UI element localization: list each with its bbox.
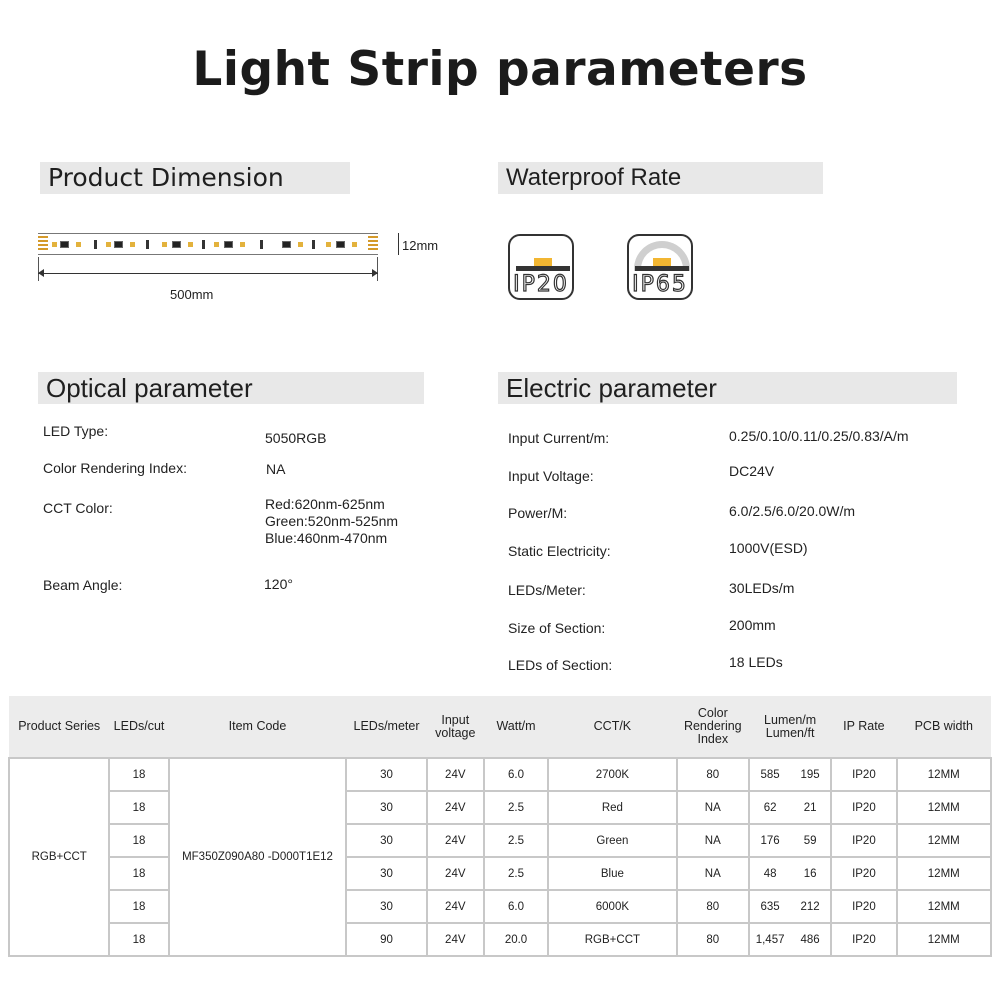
cell-watt: 20.0 [484, 923, 548, 956]
cell-cct: 2700K [548, 758, 677, 791]
lumen-per-meter: 62 [763, 801, 777, 814]
cell-cri: 80 [677, 923, 749, 956]
cell-cct: 6000K [548, 890, 677, 923]
optical-label-beam: Beam Angle: [43, 577, 123, 593]
strip-end-pads-right [368, 236, 378, 252]
cell-cct: Red [548, 791, 677, 824]
cell-watt: 2.5 [484, 857, 548, 890]
header-ip-rate: IP Rate [831, 696, 896, 758]
cell-cri: 80 [677, 890, 749, 923]
electric-value-leds-meter: 30LEDs/m [729, 580, 795, 596]
electric-value-section-leds: 18 LEDs [729, 654, 783, 670]
cell-input-voltage: 24V [427, 923, 484, 956]
cell-input-voltage: 24V [427, 890, 484, 923]
optical-value-cri: NA [266, 461, 286, 477]
cell-pcb-width: 12MM [897, 923, 991, 956]
cell-pcb-width: 12MM [897, 758, 991, 791]
cell-lumen [749, 923, 831, 956]
cell-ip-rate: IP20 [831, 923, 896, 956]
lumen-per-foot: 195 [800, 768, 820, 781]
cell-ip-rate: IP20 [831, 758, 896, 791]
cell-watt: 6.0 [484, 758, 548, 791]
led-chip [162, 242, 167, 247]
electric-label-current: Input Current/m: [508, 430, 610, 446]
lumen-per-meter: 48 [763, 867, 777, 880]
optical-value-beam: 120° [264, 576, 293, 592]
optical-label-led-type: LED Type: [43, 423, 109, 439]
lumen-per-foot: 486 [800, 933, 820, 946]
ip20-icon [508, 234, 574, 300]
electric-value-static: 1000V(ESD) [729, 540, 808, 556]
led-chip [60, 241, 69, 248]
table-row [9, 890, 991, 923]
electric-parameter-header: Electric parameter [498, 372, 957, 404]
table-row [9, 857, 991, 890]
cell-watt: 2.5 [484, 791, 548, 824]
header-input-voltage: Input voltage [427, 696, 484, 758]
resistor [202, 240, 205, 249]
width-dimension-line [398, 233, 399, 255]
optical-label-cri: Color Rendering Index: [43, 460, 187, 476]
led-chip [106, 242, 111, 247]
cell-item-code: MF350Z090A80 -D000T1E12 [169, 758, 347, 956]
header-item-code: Item Code [169, 696, 347, 758]
cell-ip-rate: IP20 [831, 890, 896, 923]
electric-label-leds-meter: LEDs/Meter: [508, 582, 586, 598]
page-title: Light Strip parameters [192, 42, 808, 97]
length-label: 500mm [170, 287, 214, 302]
resistor [94, 240, 97, 249]
cell-cct: RGB+CCT [548, 923, 677, 956]
header-cri: Color Rendering Index [677, 696, 749, 758]
cell-pcb-width: 12MM [897, 824, 991, 857]
cell-leds-cut: 18 [109, 824, 168, 857]
cell-leds-meter: 30 [346, 857, 426, 890]
cell-cri: NA [677, 857, 749, 890]
electric-label-section-leds: LEDs of Section: [508, 657, 613, 673]
table-row [9, 791, 991, 824]
cell-leds-cut: 18 [109, 758, 168, 791]
electric-value-current: 0.25/0.10/0.11/0.25/0.83/A/m [729, 428, 909, 444]
table-row [9, 824, 991, 857]
cell-input-voltage: 24V [427, 824, 484, 857]
cell-cri: NA [677, 824, 749, 857]
led-chip [298, 242, 303, 247]
cell-cri: 80 [677, 758, 749, 791]
cell-ip-rate: IP20 [831, 857, 896, 890]
led-chip [130, 242, 135, 247]
optical-label-cct: CCT Color: [43, 500, 113, 516]
resistor [146, 240, 149, 249]
lumen-per-meter: 585 [760, 768, 780, 781]
header-pcb-width: PCB width [897, 696, 991, 758]
led-chip [240, 242, 245, 247]
led-chip [76, 242, 81, 247]
cell-ip-rate: IP20 [831, 791, 896, 824]
optical-value-led-type: 5050RGB [265, 430, 327, 446]
cell-pcb-width: 12MM [897, 890, 991, 923]
cell-input-voltage: 24V [427, 791, 484, 824]
header-product-series: Product Series [9, 696, 109, 758]
table-row [9, 758, 991, 791]
cell-watt: 2.5 [484, 824, 548, 857]
electric-value-section-size: 200mm [729, 617, 776, 633]
electric-label-static: Static Electricity: [508, 543, 611, 559]
table-header-row [9, 696, 991, 758]
cell-ip-rate: IP20 [831, 824, 896, 857]
electric-label-section-size: Size of Section: [508, 620, 606, 636]
product-dimension-header: Product Dimension [40, 162, 350, 194]
electric-label-voltage: Input Voltage: [508, 468, 594, 484]
strip-end-pads-left [38, 236, 48, 252]
cell-leds-cut: 18 [109, 791, 168, 824]
lumen-per-foot: 21 [803, 801, 817, 814]
led-chip [188, 242, 193, 247]
electric-value-power: 6.0/2.5/6.0/20.0W/m [729, 503, 856, 519]
table-row [9, 923, 991, 956]
cell-lumen [749, 758, 831, 791]
product-spec-table [8, 696, 992, 957]
led-chip [172, 241, 181, 248]
led-chip [336, 241, 345, 248]
cell-cct: Blue [548, 857, 677, 890]
header-lumen: Lumen/m Lumen/ft [749, 696, 831, 758]
led-chip [52, 242, 57, 247]
lumen-per-foot: 16 [803, 867, 817, 880]
lumen-per-meter: 176 [760, 834, 780, 847]
header-cct: CCT/K [548, 696, 677, 758]
cell-leds-meter: 30 [346, 890, 426, 923]
resistor [312, 240, 315, 249]
led-chip [114, 241, 123, 248]
cell-leds-meter: 30 [346, 758, 426, 791]
electric-label-power: Power/M: [508, 505, 568, 521]
cell-lumen [749, 857, 831, 890]
led-chip [352, 242, 357, 247]
cell-lumen [749, 791, 831, 824]
cell-watt: 6.0 [484, 890, 548, 923]
cell-lumen [749, 824, 831, 857]
width-label: 12mm [402, 238, 439, 253]
cell-pcb-width: 12MM [897, 791, 991, 824]
lumen-per-meter: 635 [760, 900, 780, 913]
lumen-per-foot: 59 [803, 834, 817, 847]
cell-leds-meter: 90 [346, 923, 426, 956]
cell-leds-meter: 30 [346, 791, 426, 824]
cell-input-voltage: 24V [427, 758, 484, 791]
cell-leds-cut: 18 [109, 923, 168, 956]
cell-input-voltage: 24V [427, 857, 484, 890]
ip65-icon [627, 234, 693, 300]
header-leds-cut: LEDs/cut [109, 696, 168, 758]
header-watt: Watt/m [484, 696, 548, 758]
waterproof-rate-header: Waterproof Rate [498, 162, 823, 194]
cell-product-series: RGB+CCT [9, 758, 109, 956]
ip65-label: IP65 [632, 272, 688, 297]
led-chip [224, 241, 233, 248]
resistor [260, 240, 263, 249]
optical-parameter-header: Optical parameter [38, 372, 424, 404]
cell-pcb-width: 12MM [897, 857, 991, 890]
cell-cri: NA [677, 791, 749, 824]
electric-value-voltage: DC24V [729, 463, 775, 479]
led-chip [214, 242, 219, 247]
lumen-per-meter: 1,457 [755, 933, 785, 946]
cell-lumen [749, 890, 831, 923]
cell-leds-meter: 30 [346, 824, 426, 857]
optical-value-cct: Red:620nm-625nm Green:520nm-525nm Blue:460nm-470nm [265, 496, 399, 546]
lumen-per-foot: 212 [800, 900, 820, 913]
led-strip-drawing [38, 233, 378, 255]
led-chip [282, 241, 291, 248]
cell-cct: Green [548, 824, 677, 857]
ip20-label: IP20 [513, 272, 569, 297]
header-leds-meter: LEDs/meter [346, 696, 426, 758]
cell-leds-cut: 18 [109, 890, 168, 923]
cell-leds-cut: 18 [109, 857, 168, 890]
led-chip [326, 242, 331, 247]
length-dimension-line [38, 273, 378, 274]
